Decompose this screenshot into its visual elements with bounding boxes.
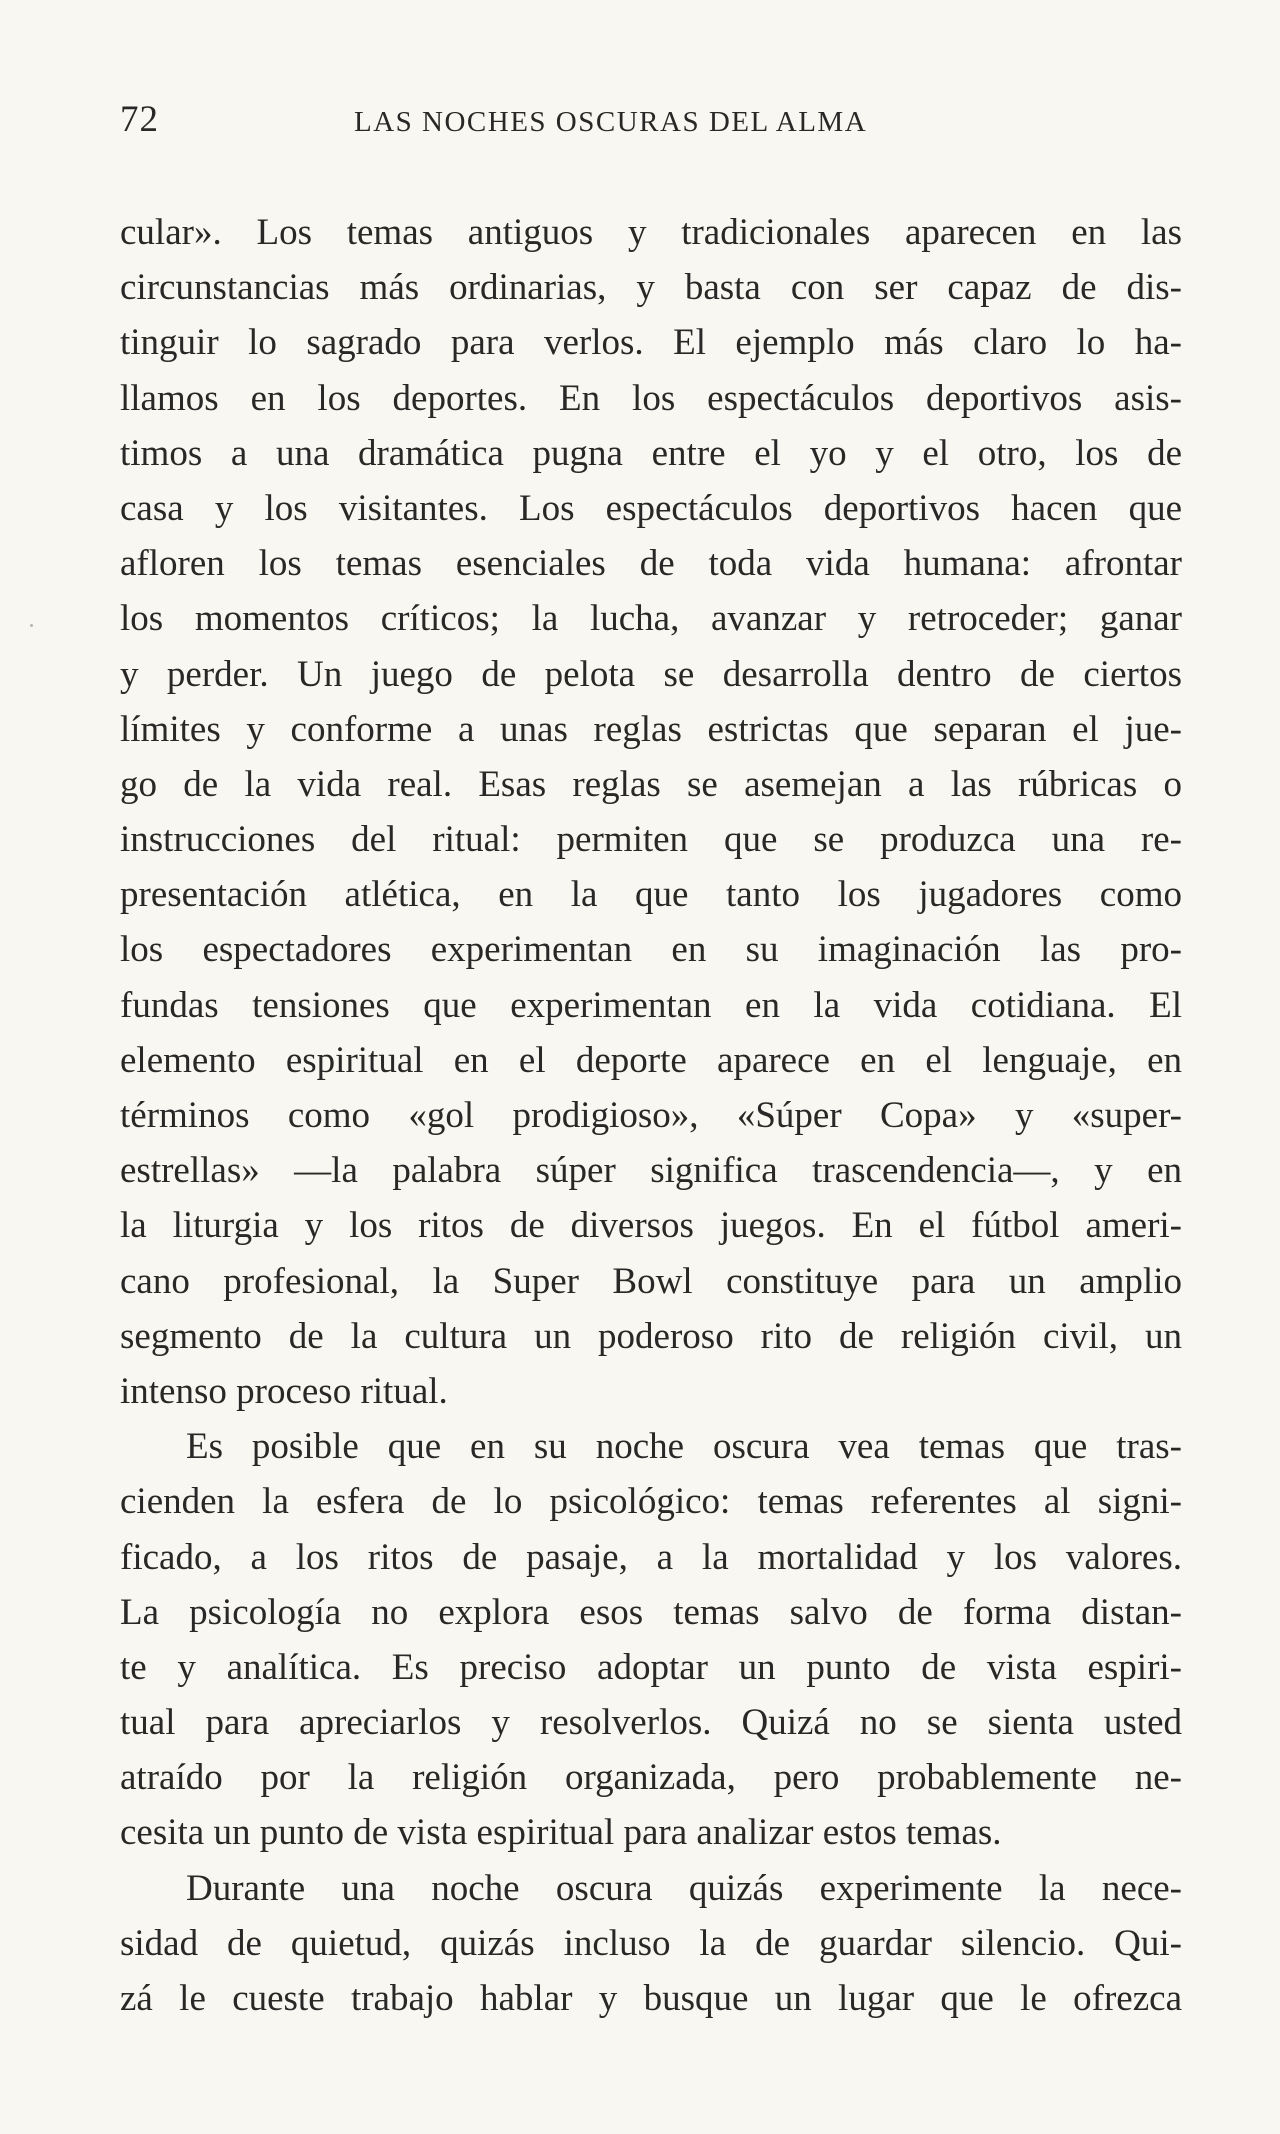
text-line: llamos en los deportes. En los espectáculos deportivos asis- bbox=[120, 377, 1182, 419]
page-header bbox=[120, 98, 1180, 148]
text-line: tual para apreciarlos y resolverlos. Quizá no se sienta usted bbox=[120, 1702, 1182, 1744]
paragraph-start-line: Durante una noche oscura quizás experimente la nece- bbox=[186, 1867, 1182, 1909]
text-line: casa y los visitantes. Los espectáculos deportivos hacen que bbox=[120, 487, 1182, 529]
text-line: zá le cueste trabajo hablar y busque un lugar que le ofrezca bbox=[120, 1978, 1182, 2019]
body-text bbox=[120, 205, 1182, 2026]
text-line: cular». Los temas antiguos y tradicionales aparecen en las bbox=[120, 212, 1182, 253]
paragraph-end-line: cesita un punto de vista espiritual para analizar estos temas. bbox=[120, 1812, 1002, 1854]
text-line: segmento de la cultura un poderoso rito de religión civil, un bbox=[120, 1315, 1182, 1357]
text-line: los momentos críticos; la lucha, avanzar y retroceder; ganar bbox=[120, 598, 1182, 640]
text-line: cano profesional, la Super Bowl constituye para un amplio bbox=[120, 1260, 1182, 1302]
text-line: sidad de quietud, quizás incluso la de guardar silencio. Qui- bbox=[120, 1922, 1182, 1964]
text-line: fundas tensiones que experimentan en la vida cotidiana. El bbox=[120, 984, 1182, 1026]
margin-speck bbox=[30, 624, 33, 627]
text-line: te y analítica. Es preciso adoptar un punto de vista espiri- bbox=[120, 1646, 1182, 1688]
text-line: ficado, a los ritos de pasaje, a la mortalidad y los valores. bbox=[120, 1536, 1182, 1578]
text-line: circunstancias más ordinarias, y basta con ser capaz de dis- bbox=[120, 267, 1182, 309]
text-line: y perder. Un juego de pelota se desarrolla dentro de ciertos bbox=[120, 653, 1182, 695]
text-line: instrucciones del ritual: permiten que se produzca una re- bbox=[120, 819, 1182, 861]
text-line: términos como «gol prodigioso», «Súper Copa» y «super- bbox=[120, 1095, 1182, 1136]
text-line: La psicología no explora esos temas salvo de forma distan- bbox=[120, 1591, 1182, 1633]
text-line: presentación atlética, en la que tanto los jugadores como bbox=[120, 874, 1182, 916]
text-line: elemento espiritual en el deporte aparece en el lenguaje, en bbox=[120, 1039, 1182, 1081]
running-title: LAS NOCHES OSCURAS DEL ALMA bbox=[354, 106, 868, 138]
text-line: límites y conforme a unas reglas estrictas que separan el jue- bbox=[120, 708, 1182, 750]
text-line: los espectadores experimentan en su imaginación las pro- bbox=[120, 929, 1182, 971]
page-number: 72 bbox=[120, 99, 159, 140]
text-line: go de la vida real. Esas reglas se asemejan a las rúbricas o bbox=[120, 763, 1182, 805]
text-line: atraído por la religión organizada, pero probablemente ne- bbox=[120, 1757, 1182, 1799]
text-line: la liturgia y los ritos de diversos juegos. En el fútbol ameri- bbox=[120, 1205, 1182, 1247]
paragraph-start-line: Es posible que en su noche oscura vea temas que tras- bbox=[186, 1426, 1182, 1468]
text-line: cienden la esfera de lo psicológico: temas referentes al signi- bbox=[120, 1481, 1182, 1523]
text-line: tinguir lo sagrado para verlos. El ejemplo más claro lo ha- bbox=[120, 322, 1182, 364]
text-line: timos a una dramática pugna entre el yo y el otro, los de bbox=[120, 432, 1182, 474]
paragraph-end-line: intenso proceso ritual. bbox=[120, 1370, 448, 1412]
text-line: afloren los temas esenciales de toda vida humana: afrontar bbox=[120, 543, 1182, 585]
text-line: estrellas» —la palabra súper significa trascendencia—, y en bbox=[120, 1150, 1182, 1192]
